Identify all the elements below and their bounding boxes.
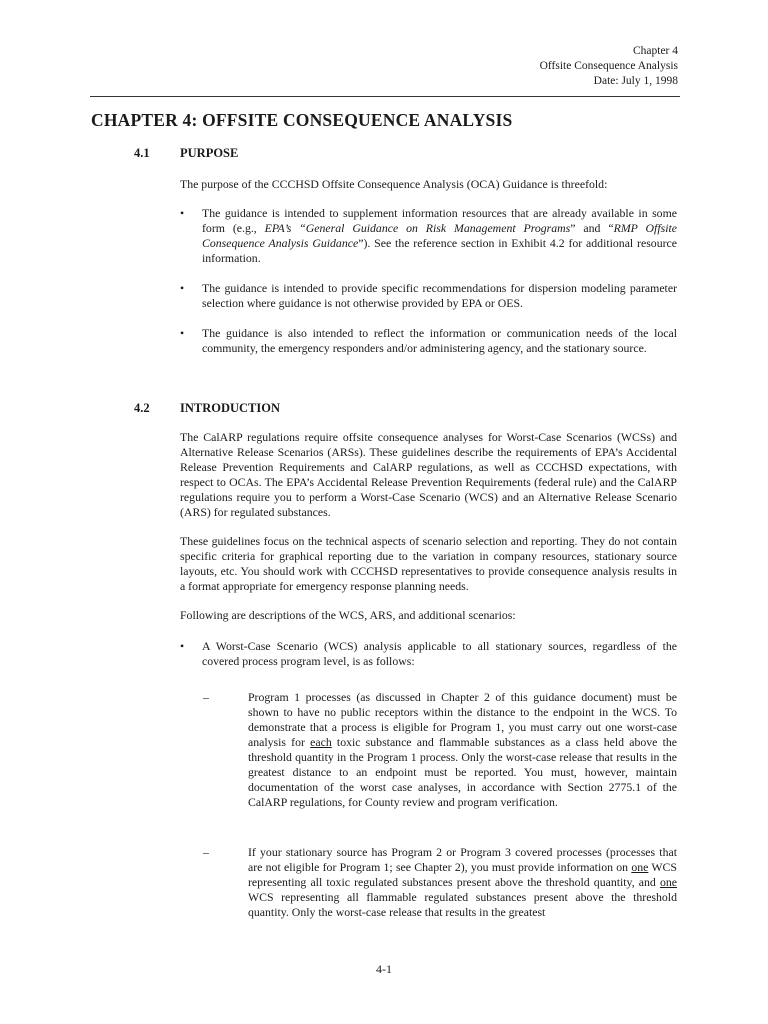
introduction-paragraph-1: The CalARP regulations require offsite consequence analyses for Worst-Case Scenarios (WCSs) and Alternative Release Scenarios (ARSs). These guidelines describe the requirements of EPA’s Accidental Release Prevention Requirements and CalARP regulations, as well as CCCHSD expectations, with respect to OCAs. The EPA’s Accidental Release Prevention Requirements (federal rule) and the CalARP regulations require you to perform a Worst-Case Scenario (WCS) and an Alternative Release Scenario (ARS) for regulated substances. <box>180 430 677 519</box>
bullet-mark: • <box>180 281 185 295</box>
header-chapter-title: Offsite Consequence Analysis <box>539 60 678 72</box>
bullet-mark: • <box>180 326 185 340</box>
purpose-intro: The purpose of the CCCHSD Offsite Consequence Analysis (OCA) Guidance is threefold: <box>180 177 608 191</box>
bullet-text: The guidance is also intended to reflect the information or communication needs of the local community, the emergency responders and/or administering agency, and the stationary source. <box>202 326 677 355</box>
subitem-text: If your stationary source has Program 2 or Program 3 covered processes (processes that are not eligible for Program 1; see Chapter 2), you must provide information on one WCS representing all toxic regulated substances present above the threshold quantity, and one WCS representing all flammable regulated substances present above the threshold quantity. Only the worst-case release that results in the greatest <box>248 845 677 919</box>
chapter-title: CHAPTER 4: OFFSITE CONSEQUENCE ANALYSIS <box>91 110 513 130</box>
header-chapter: Chapter 4 <box>632 45 678 57</box>
section-title: PURPOSE <box>180 146 239 160</box>
purpose-bullet-2 <box>180 281 677 311</box>
bullet-text: A Worst-Case Scenario (WCS) analysis applicable to all stationary sources, regardless of the covered process program level, is as follows: <box>202 639 677 668</box>
page-number: 4-1 <box>376 962 392 976</box>
section-number: 4.2 <box>134 401 150 415</box>
bullet-mark: • <box>180 206 185 220</box>
header-rule <box>90 96 680 97</box>
wcs-subitem-1 <box>203 690 677 810</box>
running-header <box>540 44 678 89</box>
purpose-bullet-1 <box>180 206 677 266</box>
wcs-bullet <box>180 639 677 669</box>
dash-mark: – <box>203 845 209 859</box>
header-date: Date: July 1, 1998 <box>593 75 678 87</box>
introduction-paragraph-2: These guidelines focus on the technical aspects of scenario selection and reporting. They do not contain specific criteria for graphical reporting due to the variation in company resources, stationary source layouts, etc. You should work with CCCHSD representatives to provide consequence analysis results in a format appropriate for emergency response planning needs. <box>180 534 677 593</box>
bullet-text: The guidance is intended to provide specific recommendations for dispersion modeling parameter selection where guidance is not otherwise provided by EPA or OES. <box>202 281 677 310</box>
introduction-paragraph-3: Following are descriptions of the WCS, ARS, and additional scenarios: <box>180 608 516 622</box>
section-title: INTRODUCTION <box>180 401 281 415</box>
bullet-mark: • <box>180 639 185 653</box>
wcs-subitem-2 <box>203 845 677 920</box>
purpose-bullet-3 <box>180 326 677 356</box>
section-number: 4.1 <box>134 146 150 160</box>
bullet-text: The guidance is intended to supplement information resources that are already available in some form (e.g., EPA’s “General Guidance on Risk Management Programs” and “RMP Offsite Consequence Analysis Guidance”). See the reference section in Exhibit 4.2 for additional resource information. <box>202 206 678 265</box>
dash-mark: – <box>203 690 209 704</box>
subitem-text: Program 1 processes (as discussed in Chapter 2 of this guidance document) must be shown to have no public receptors within the distance to the endpoint in the WCS. To demonstrate that a process is eligible for Program 1, you must carry out one worst-case analysis for each toxic substance and flammable substances as a class held above the threshold quantity in the Program 1 process. Only the worst-case release that results in the greatest distance to an endpoint must be reported. You must, however, maintain documentation of the worst case analyses, in accordance with Section 2775.1 of the CalARP regulations, for County review and program verification. <box>248 690 677 809</box>
